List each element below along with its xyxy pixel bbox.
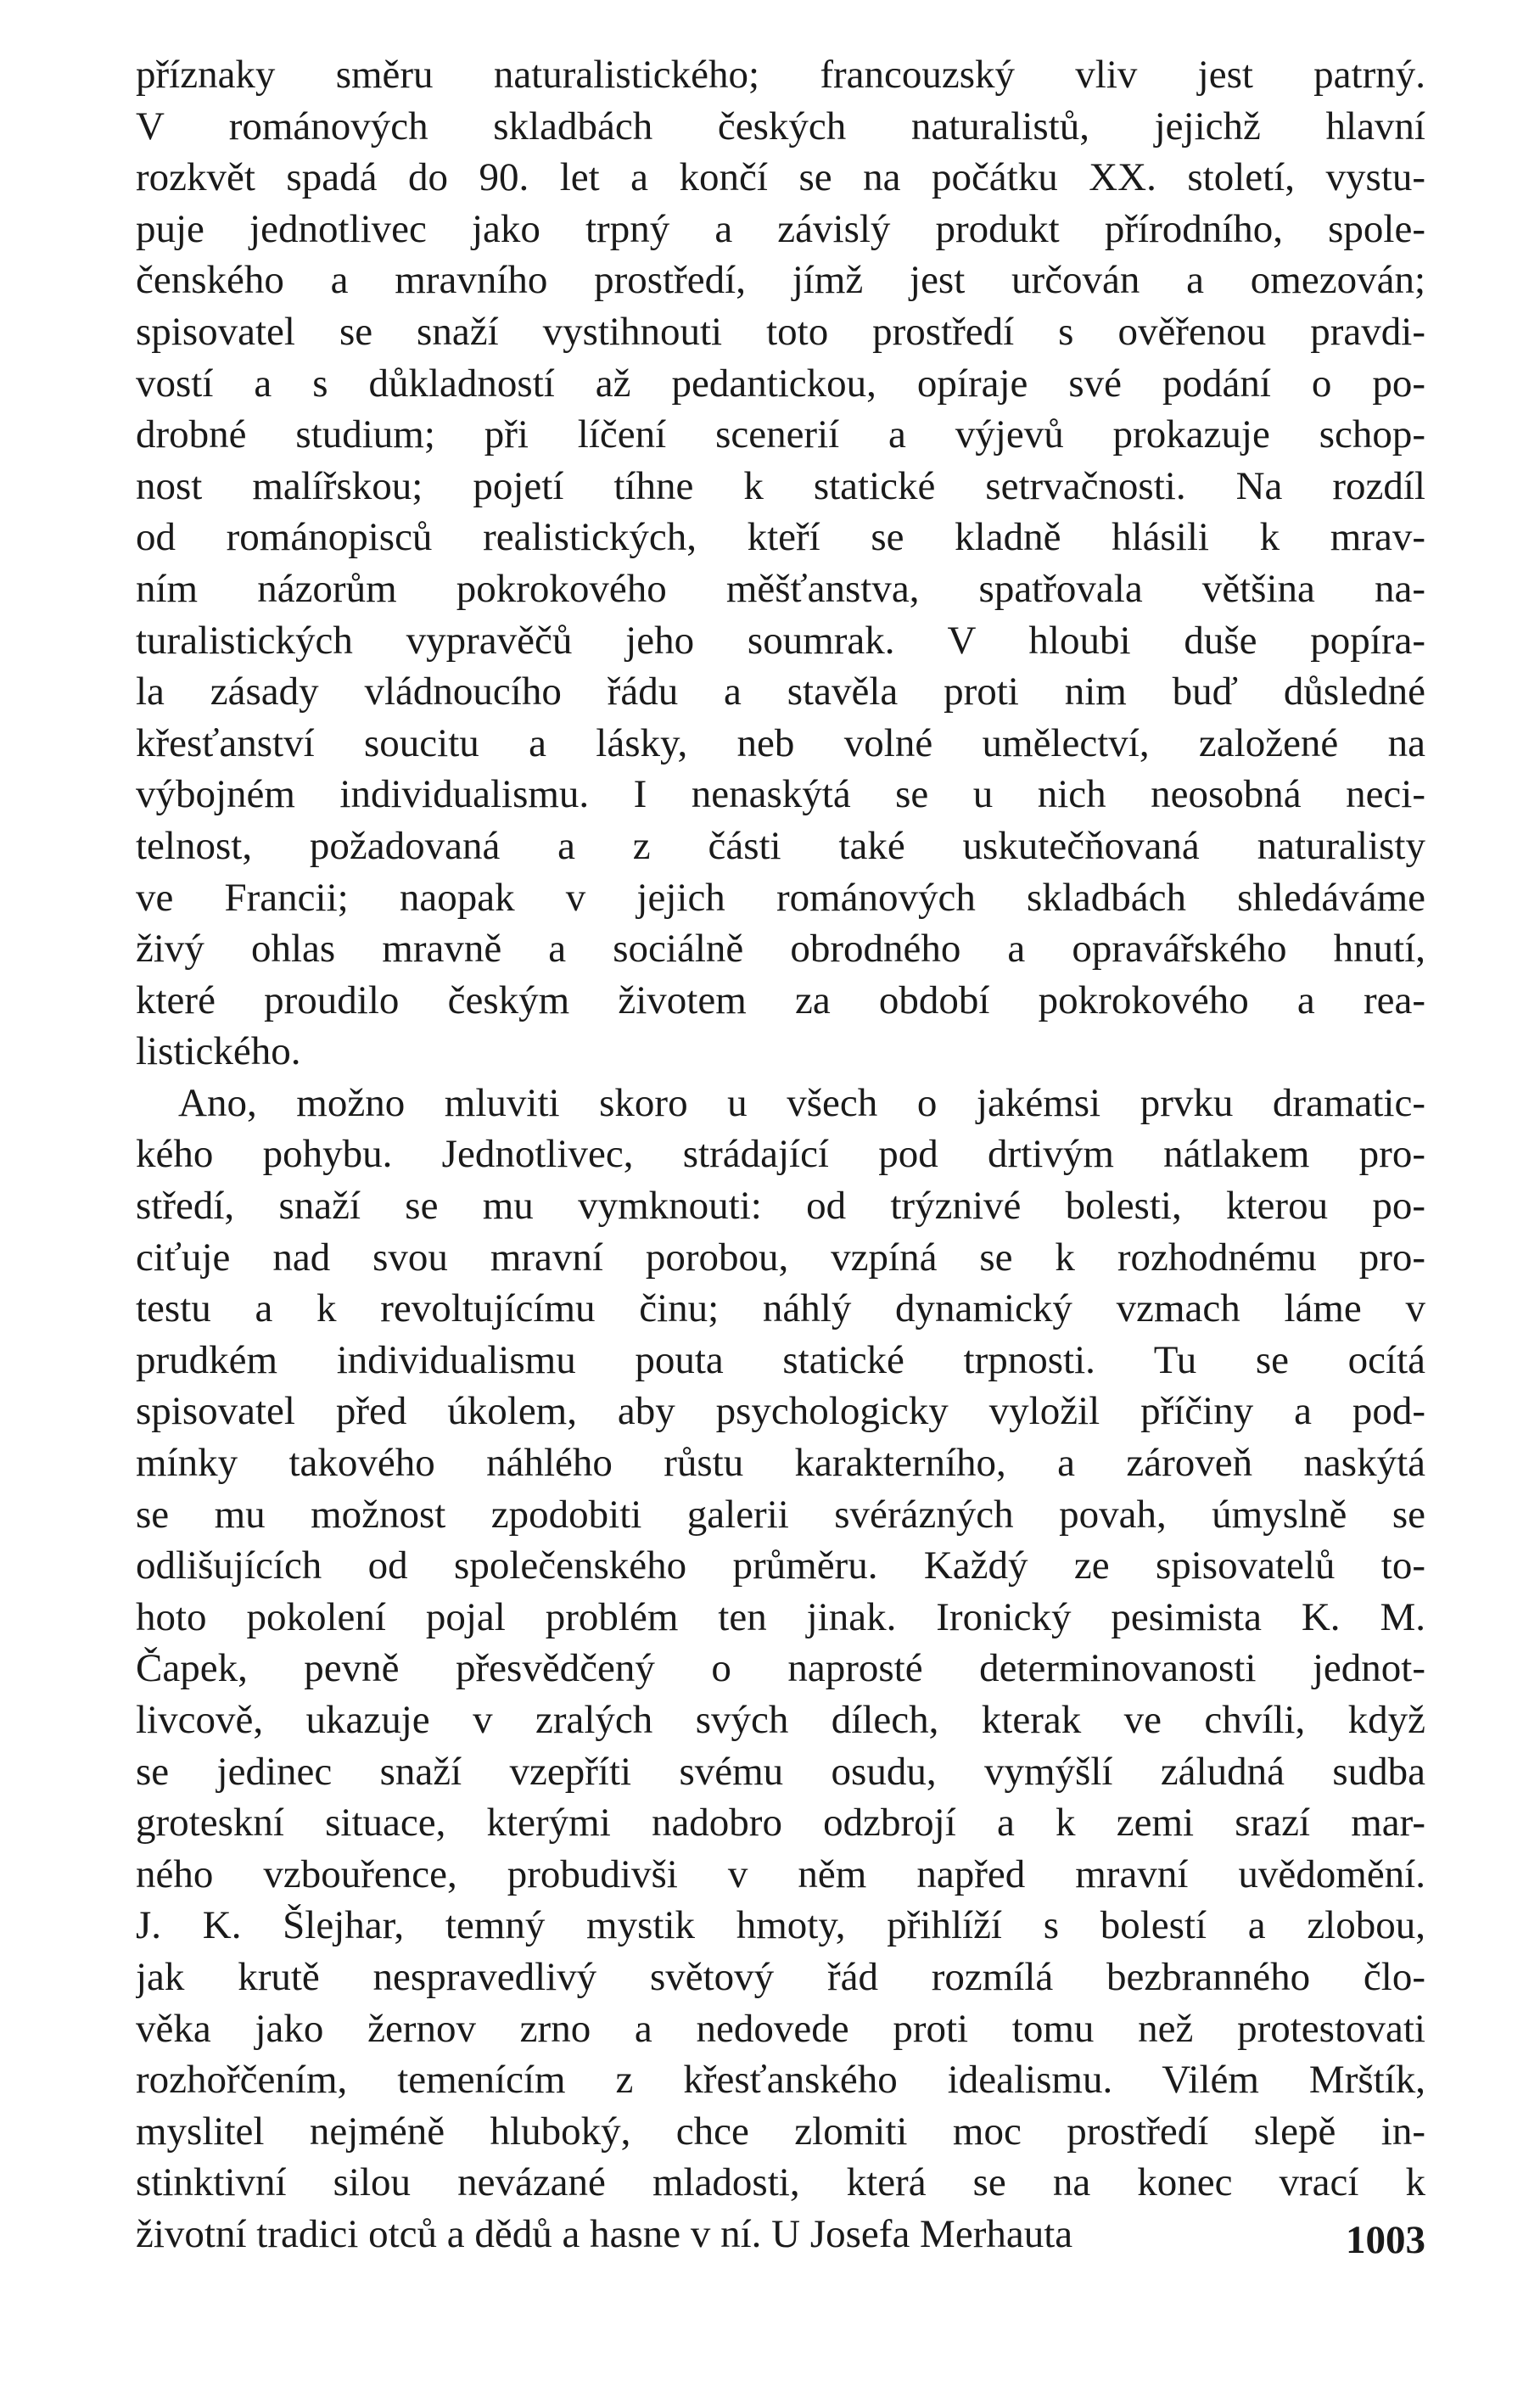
text-line: Čapek, pevně přesvědčený o naprosté determinovanosti jednot-: [136, 1646, 1425, 1691]
text-line: se mu možnost zpodobiti galerii svérázných povah, úmyslně se: [136, 1492, 1425, 1537]
text-line: livcově, ukazuje v zralých svých dílech, kterak ve chvíli, když: [136, 1698, 1425, 1742]
text-line: ve Francii; naopak v jejich románových skladbách shledáváme: [136, 875, 1425, 920]
text-line: prudkém individualismu pouta statické trpnosti. Tu se ocítá: [136, 1337, 1425, 1382]
text-line: testu a k revoltujícímu činu; náhlý dynamický vzmach láme v: [136, 1286, 1425, 1331]
text-line: rozkvět spadá do 90. let a končí se na počátku XX. století, vystu-: [136, 155, 1425, 200]
text-line: nost malířskou; pojetí tíhne k statické setrvačnosti. Na rozdíl: [136, 463, 1425, 508]
text-line: od románopisců realistických, kteří se kladně hlásili k mrav-: [136, 515, 1425, 560]
text-line: se jedinec snaží vzepříti svému osudu, vymýšlí záludná sudba: [136, 1749, 1425, 1794]
text-line: listického.: [136, 1029, 301, 1074]
body-text: [136, 49, 1425, 2260]
text-line: drobné studium; při líčení scenerií a výjevů prokazuje schop-: [136, 412, 1425, 457]
text-line: živý ohlas mravně a sociálně obrodného a opravářského hnutí,: [136, 927, 1425, 972]
text-line: životní tradici otců a dědů a hasne v ní. U Josefa Merhauta: [136, 2211, 1073, 2256]
text-line: mínky takového náhlého růstu karakterního, a zároveň naskýtá: [136, 1441, 1425, 1486]
text-line: la zásady vládnoucího řádu a stavěla proti nim buď důsledné: [136, 669, 1425, 714]
text-line: výbojném individualismu. I nenaskýtá se u nich neosobná neci-: [136, 772, 1425, 817]
text-line: jak krutě nespravedlivý světový řád rozmílá bezbranného člo-: [136, 1954, 1425, 1999]
text-line: spisovatel před úkolem, aby psychologicky vyložil příčiny a pod-: [136, 1389, 1425, 1434]
text-line: hoto pokolení pojal problém ten jinak. Ironický pesimista K. M.: [136, 1594, 1425, 1639]
text-line: stinktivní silou nevázané mladosti, která se na konec vrací k: [136, 2160, 1425, 2205]
text-line: Ano, možno mluviti skoro u všech o jakémsi prvku dramatic-: [178, 1080, 1425, 1125]
text-line: J. K. Šlejhar, temný mystik hmoty, přihlíží s bolestí a zlobou,: [136, 1903, 1425, 1948]
text-line: myslitel nejméně hluboký, chce zlomiti moc prostředí slepě in-: [136, 2109, 1425, 2154]
text-line: ného vzbouřence, probudivši v něm napřed mravní uvědomění.: [136, 1851, 1425, 1896]
text-line: které proudilo českým životem za období pokrokového a rea-: [136, 977, 1425, 1022]
text-line: groteskní situace, kterými nadobro odzbrojí a k zemi srazí mar-: [136, 1801, 1425, 1846]
text-line: křesťanství soucitu a lásky, neb volné umělectví, založené na: [136, 720, 1425, 765]
text-line: odlišujících od společenského průměru. Každý ze spisovatelů to-: [136, 1543, 1425, 1588]
text-line: V románových skladbách českých naturalistů, jejichž hlavní: [136, 104, 1425, 148]
paragraph: [136, 49, 1425, 1078]
text-line: ním názorům pokrokového měšťanstva, spatřovala většina na-: [136, 566, 1425, 611]
text-line: věka jako žernov zrno a nedovede proti tomu než protestovati: [136, 2006, 1425, 2051]
text-line: turalistických vypravěčů jeho soumrak. V hloubi duše popíra-: [136, 618, 1425, 663]
text-line: příznaky směru naturalistického; francouzský vliv jest patrný.: [136, 53, 1425, 97]
text-line: telnost, požadovaná a z části také uskutečňovaná naturalisty: [136, 823, 1425, 868]
text-line: ciťuje nad svou mravní porobou, vzpíná se k rozhodnému pro-: [136, 1235, 1425, 1280]
text-line: puje jednotlivec jako trpný a závislý produkt přírodního, spole-: [136, 206, 1425, 251]
text-line: kého pohybu. Jednotlivec, strádající pod drtivým nátlakem pro-: [136, 1132, 1425, 1177]
text-line: středí, snaží se mu vymknouti: od trýznivé bolesti, kterou po-: [136, 1184, 1425, 1229]
text-line: rozhořčením, temenícím z křesťanského idealismu. Vilém Mrštík,: [136, 2058, 1425, 2103]
text-line: spisovatel se snaží vystihnouti toto prostředí s ověřenou pravdi-: [136, 309, 1425, 354]
text-line: čenského a mravního prostředí, jímž jest určován a omezován;: [136, 258, 1425, 303]
text-line: vostí a s důkladností až pedantickou, opíraje své podání o po-: [136, 361, 1425, 406]
paragraph: [136, 1078, 1425, 2260]
page-number: 1003: [1346, 2218, 1425, 2262]
